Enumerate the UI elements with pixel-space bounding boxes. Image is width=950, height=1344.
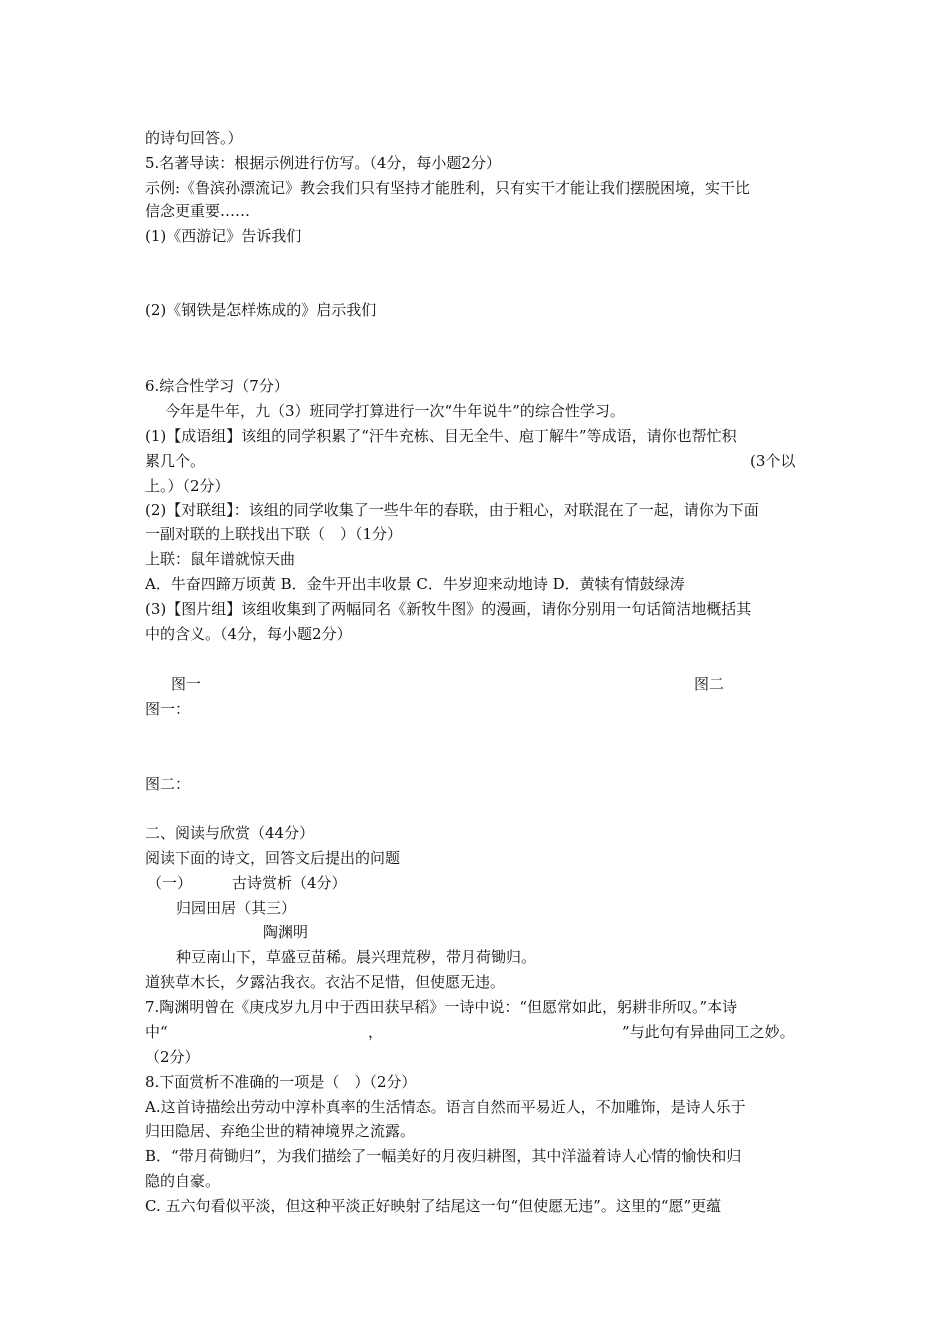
figure-1-answer-label: 图一：	[145, 700, 191, 718]
figure-2-answer-label: 图二：	[145, 775, 191, 793]
text-line: 归田隐居、弃绝尘世的精神境界之流露。	[145, 1122, 416, 1140]
question-5-1: (1)《西游记》告诉我们	[145, 227, 302, 245]
question-6-title: 6.综合性学习（7分）	[145, 377, 289, 395]
question-6-2: (2)【对联组】：该组的同学收集了一些牛年的春联，由于粗心，对联混在了一起，请你为下面	[145, 501, 759, 519]
poem-title: 归园田居（其三）	[176, 899, 297, 917]
text-line: 阅读下面的诗文，回答文后提出的问题	[145, 849, 401, 867]
question-5-2: (2)《钢铁是怎样炼成的》启示我们	[145, 301, 377, 319]
figure-1-label: 图一	[171, 675, 202, 693]
option-b: B．“带月荷锄归”，为我们描绘了一幅美好的月夜归耕图，其中洋溢着诗人心情的愉快和归	[145, 1147, 742, 1165]
question-6-3: (3)【图片组】该组收集到了两幅同名《新牧牛图》的漫画，请你分别用一句话简洁地概括其	[145, 600, 752, 618]
text-line: 示例:《鲁滨孙漂流记》教会我们只有坚持才能胜利，只有实干才能让我们摆脱困境，实干比	[145, 179, 751, 197]
text-line: 隐的自豪。	[145, 1172, 221, 1190]
answer-options: A．牛奋四蹄万顷黄 B．金牛开出丰收景 C．牛岁迎来动地诗 D．黄犊有情鼓绿涛	[145, 575, 685, 593]
poem-line: 种豆南山下，草盛豆苗稀。晨兴理荒秽，带月荷锄归。	[176, 948, 537, 966]
text-line: 今年是牛年，九（3）班同学打算进行一次“牛年说牛”的综合性学习。	[165, 402, 625, 420]
text-line: 累几个。	[145, 452, 206, 470]
text-line: 信念更重要……	[145, 202, 251, 220]
text-line: （2分）	[145, 1048, 200, 1066]
option-a: A.这首诗描绘出劳动中淳朴真率的生活情态。语言自然而平易近人，不加雕饰，是诗人乐于	[145, 1098, 746, 1116]
text-line: 上联：鼠年谱就惊天曲	[145, 550, 296, 568]
question-8: 8.下面赏析不准确的一项是（ ）（2分）	[145, 1073, 417, 1091]
text-line: 上。）（2分）	[145, 477, 230, 495]
figure-2-label: 图二	[694, 675, 725, 693]
question-6-1: (1)【成语组】该组的同学积累了“汗牛充栋、目无全牛、庖丁解牛”等成语，请你也帮忙积	[145, 427, 737, 445]
text-line: 的诗句回答。）	[145, 129, 243, 147]
question-7: 7.陶渊明曾在《庚戌岁九月中于西田获早稻》一诗中说：“但愿常如此，躬耕非所叹。”本诗	[145, 998, 738, 1016]
section-2-title: 二、阅读与欣赏（44分）	[145, 824, 315, 842]
text-line: 中“	[145, 1023, 168, 1041]
poem-author: 陶渊明	[263, 923, 309, 941]
text-line: 一副对联的上联找出下联（ ）（1分）	[145, 525, 403, 543]
text-line: ”与此句有异曲同工之妙。	[622, 1023, 795, 1041]
poem-line: 道狭草木长，夕露沾我衣。衣沾不足惜，但使愿无违。	[145, 973, 506, 991]
subsection-number: （一）	[147, 874, 193, 892]
text-line: (3个以	[750, 452, 796, 470]
text-line: ，	[368, 1023, 384, 1041]
option-c: C. 五六句看似平淡，但这种平淡正好映射了结尾这一句“但使愿无违”。这里的“愿”更蕴	[145, 1197, 722, 1215]
text-line: 中的含义。（4分，每小题2分）	[145, 625, 352, 643]
subsection-title: 古诗赏析（4分）	[232, 874, 347, 892]
question-5-title: 5.名著导读：根据示例进行仿写。（4分，每小题2分）	[145, 154, 501, 172]
